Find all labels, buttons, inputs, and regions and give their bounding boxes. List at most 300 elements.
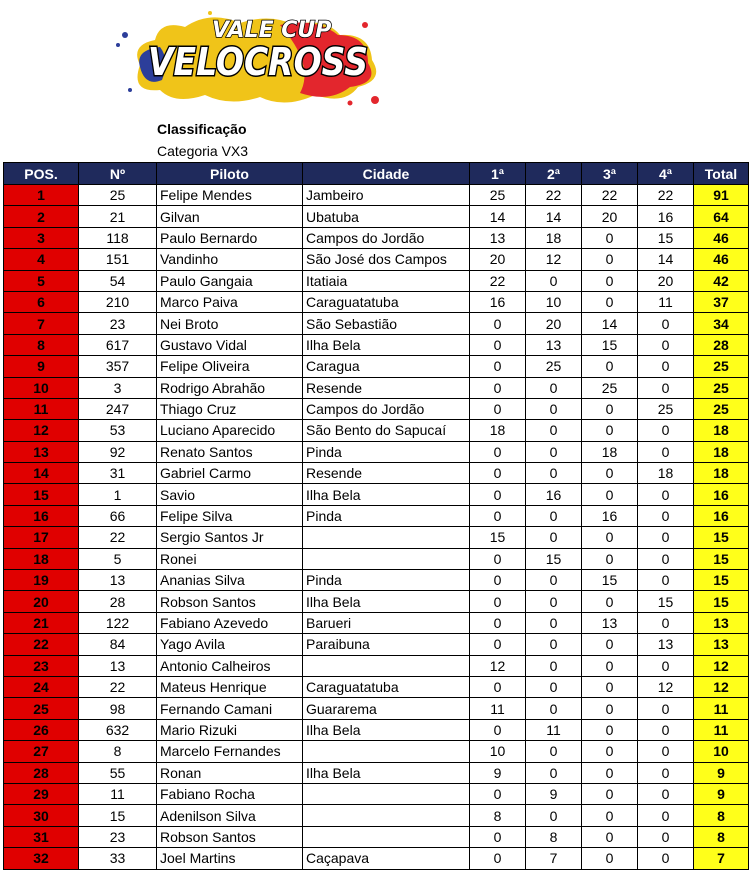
total-cell: 13 [694, 612, 749, 633]
position-cell: 21 [4, 612, 79, 633]
table-row [4, 334, 749, 355]
city-cell [303, 783, 470, 804]
classification-title: Classificação [157, 121, 247, 137]
total-cell: 15 [694, 570, 749, 591]
position-cell: 10 [4, 377, 79, 398]
round3-cell: 0 [582, 398, 638, 419]
category-label: Categoria VX3 [157, 143, 249, 159]
number-cell: 92 [79, 441, 157, 462]
table-body [4, 185, 749, 870]
round3-cell: 15 [582, 570, 638, 591]
round4-cell: 0 [638, 570, 694, 591]
number-cell: 54 [79, 270, 157, 291]
round2-cell: 15 [526, 548, 582, 569]
position-cell: 26 [4, 719, 79, 740]
round3-cell: 0 [582, 783, 638, 804]
table-row [4, 206, 749, 227]
round2-cell: 0 [526, 634, 582, 655]
city-cell: Pinda [303, 570, 470, 591]
round3-cell: 0 [582, 463, 638, 484]
number-cell: 15 [79, 805, 157, 826]
total-cell: 18 [694, 441, 749, 462]
round2-cell: 0 [526, 270, 582, 291]
city-cell: Ubatuba [303, 206, 470, 227]
round1-cell: 0 [470, 505, 526, 526]
round3-cell: 0 [582, 527, 638, 548]
position-cell: 11 [4, 398, 79, 419]
city-cell [303, 527, 470, 548]
col-header-round2: 2ª [526, 163, 582, 185]
round2-cell: 11 [526, 719, 582, 740]
table-row [4, 291, 749, 312]
number-cell: 55 [79, 762, 157, 783]
number-cell: 84 [79, 634, 157, 655]
number-cell: 23 [79, 826, 157, 847]
round4-cell: 0 [638, 548, 694, 569]
round3-cell: 0 [582, 826, 638, 847]
round1-cell: 22 [470, 270, 526, 291]
round2-cell: 12 [526, 249, 582, 270]
pilot-cell: Luciano Aparecido [157, 420, 303, 441]
number-cell: 247 [79, 398, 157, 419]
total-cell: 18 [694, 420, 749, 441]
position-cell: 14 [4, 463, 79, 484]
city-cell: Resende [303, 463, 470, 484]
total-cell: 28 [694, 334, 749, 355]
round1-cell: 0 [470, 570, 526, 591]
table-row [4, 741, 749, 762]
round4-cell: 0 [638, 762, 694, 783]
number-cell: 122 [79, 612, 157, 633]
pilot-cell: Gabriel Carmo [157, 463, 303, 484]
round2-cell: 0 [526, 527, 582, 548]
total-cell: 9 [694, 762, 749, 783]
number-cell: 28 [79, 591, 157, 612]
round2-cell: 20 [526, 313, 582, 334]
round1-cell: 0 [470, 398, 526, 419]
city-cell: Ilha Bela [303, 334, 470, 355]
table-row [4, 185, 749, 206]
round4-cell: 15 [638, 591, 694, 612]
round1-cell: 8 [470, 805, 526, 826]
pilot-cell: Marco Paiva [157, 291, 303, 312]
round2-cell: 0 [526, 805, 582, 826]
round3-cell: 0 [582, 548, 638, 569]
round2-cell: 0 [526, 398, 582, 419]
round3-cell: 22 [582, 185, 638, 206]
round3-cell: 20 [582, 206, 638, 227]
city-cell: Guararema [303, 698, 470, 719]
position-cell: 8 [4, 334, 79, 355]
round4-cell: 0 [638, 826, 694, 847]
table-row [4, 655, 749, 676]
table-row [4, 805, 749, 826]
city-cell: São José dos Campos [303, 249, 470, 270]
position-cell: 28 [4, 762, 79, 783]
city-cell: São Sebastião [303, 313, 470, 334]
number-cell: 11 [79, 783, 157, 804]
city-cell: São Bento do Sapucaí [303, 420, 470, 441]
round1-cell: 0 [470, 783, 526, 804]
round1-cell: 0 [470, 612, 526, 633]
position-cell: 3 [4, 227, 79, 248]
round3-cell: 0 [582, 591, 638, 612]
number-cell: 23 [79, 313, 157, 334]
round1-cell: 0 [470, 548, 526, 569]
position-cell: 29 [4, 783, 79, 804]
pilot-cell: Felipe Silva [157, 505, 303, 526]
round1-cell: 0 [470, 826, 526, 847]
pilot-cell: Adenilson Silva [157, 805, 303, 826]
round2-cell: 22 [526, 185, 582, 206]
pilot-cell: Mateus Henrique [157, 676, 303, 697]
table-row [4, 227, 749, 248]
pilot-cell: Joel Martins [157, 848, 303, 869]
number-cell: 98 [79, 698, 157, 719]
pilot-cell: Gilvan [157, 206, 303, 227]
city-cell: Jambeiro [303, 185, 470, 206]
total-cell: 25 [694, 356, 749, 377]
round2-cell: 0 [526, 612, 582, 633]
city-cell: Pinda [303, 505, 470, 526]
table-row [4, 463, 749, 484]
pilot-cell: Felipe Oliveira [157, 356, 303, 377]
city-cell: Caraguatatuba [303, 676, 470, 697]
total-cell: 13 [694, 634, 749, 655]
pilot-cell: Robson Santos [157, 826, 303, 847]
round2-cell: 0 [526, 676, 582, 697]
round2-cell: 0 [526, 570, 582, 591]
table-row [4, 783, 749, 804]
round4-cell: 25 [638, 398, 694, 419]
round4-cell: 0 [638, 719, 694, 740]
table-row [4, 527, 749, 548]
position-cell: 19 [4, 570, 79, 591]
pilot-cell: Gustavo Vidal [157, 334, 303, 355]
round1-cell: 13 [470, 227, 526, 248]
pilot-cell: Fernando Camani [157, 698, 303, 719]
round4-cell: 0 [638, 612, 694, 633]
pilot-cell: Yago Avila [157, 634, 303, 655]
round4-cell: 0 [638, 420, 694, 441]
total-cell: 8 [694, 805, 749, 826]
round1-cell: 12 [470, 655, 526, 676]
round4-cell: 14 [638, 249, 694, 270]
round1-cell: 16 [470, 291, 526, 312]
pilot-cell: Nei Broto [157, 313, 303, 334]
round4-cell: 0 [638, 313, 694, 334]
city-cell: Pinda [303, 441, 470, 462]
col-header-city: Cidade [303, 163, 470, 185]
position-cell: 20 [4, 591, 79, 612]
round3-cell: 25 [582, 377, 638, 398]
round4-cell: 0 [638, 655, 694, 676]
total-cell: 15 [694, 527, 749, 548]
pilot-cell: Fabiano Azevedo [157, 612, 303, 633]
round3-cell: 0 [582, 676, 638, 697]
round1-cell: 0 [470, 463, 526, 484]
round2-cell: 0 [526, 463, 582, 484]
round1-cell: 25 [470, 185, 526, 206]
round1-cell: 0 [470, 313, 526, 334]
city-cell: Campos do Jordão [303, 227, 470, 248]
round4-cell: 0 [638, 377, 694, 398]
round1-cell: 20 [470, 249, 526, 270]
position-cell: 18 [4, 548, 79, 569]
table-row [4, 634, 749, 655]
round2-cell: 0 [526, 591, 582, 612]
table-row [4, 676, 749, 697]
round1-cell: 18 [470, 420, 526, 441]
city-cell [303, 826, 470, 847]
round2-cell: 0 [526, 655, 582, 676]
position-cell: 32 [4, 848, 79, 869]
table-header-row [4, 163, 749, 185]
round4-cell: 18 [638, 463, 694, 484]
table-row [4, 505, 749, 526]
city-cell: Ilha Bela [303, 719, 470, 740]
city-cell: Caçapava [303, 848, 470, 869]
table-row [4, 698, 749, 719]
col-header-round1: 1ª [470, 163, 526, 185]
position-cell: 1 [4, 185, 79, 206]
round1-cell: 0 [470, 591, 526, 612]
col-header-number: Nº [79, 163, 157, 185]
round2-cell: 14 [526, 206, 582, 227]
round1-cell: 0 [470, 334, 526, 355]
round2-cell: 0 [526, 505, 582, 526]
round2-cell: 0 [526, 441, 582, 462]
number-cell: 8 [79, 741, 157, 762]
pilot-cell: Marcelo Fernandes [157, 741, 303, 762]
round4-cell: 0 [638, 527, 694, 548]
number-cell: 5 [79, 548, 157, 569]
total-cell: 16 [694, 484, 749, 505]
total-cell: 34 [694, 313, 749, 334]
number-cell: 210 [79, 291, 157, 312]
round4-cell: 22 [638, 185, 694, 206]
total-cell: 46 [694, 227, 749, 248]
number-cell: 13 [79, 570, 157, 591]
city-cell: Ilha Bela [303, 762, 470, 783]
total-cell: 11 [694, 698, 749, 719]
total-cell: 42 [694, 270, 749, 291]
pilot-cell: Renato Santos [157, 441, 303, 462]
total-cell: 12 [694, 655, 749, 676]
position-cell: 6 [4, 291, 79, 312]
table-row [4, 420, 749, 441]
position-cell: 25 [4, 698, 79, 719]
logo-line2: VELOCROSS [148, 40, 368, 84]
number-cell: 1 [79, 484, 157, 505]
position-cell: 9 [4, 356, 79, 377]
city-cell: Campos do Jordão [303, 398, 470, 419]
total-cell: 10 [694, 741, 749, 762]
round4-cell: 0 [638, 356, 694, 377]
city-cell: Ilha Bela [303, 591, 470, 612]
round4-cell: 0 [638, 783, 694, 804]
round2-cell: 13 [526, 334, 582, 355]
position-cell: 27 [4, 741, 79, 762]
round2-cell: 0 [526, 698, 582, 719]
pilot-cell: Robson Santos [157, 591, 303, 612]
number-cell: 151 [79, 249, 157, 270]
number-cell: 25 [79, 185, 157, 206]
position-cell: 4 [4, 249, 79, 270]
logo-line1: VALE CUP [212, 18, 332, 43]
round1-cell: 0 [470, 356, 526, 377]
round3-cell: 0 [582, 227, 638, 248]
round2-cell: 0 [526, 762, 582, 783]
pilot-cell: Paulo Bernardo [157, 227, 303, 248]
table-row [4, 612, 749, 633]
round3-cell: 14 [582, 313, 638, 334]
total-cell: 11 [694, 719, 749, 740]
round1-cell: 0 [470, 634, 526, 655]
round1-cell: 14 [470, 206, 526, 227]
pilot-cell: Savio [157, 484, 303, 505]
city-cell: Ilha Bela [303, 484, 470, 505]
city-cell: Barueri [303, 612, 470, 633]
number-cell: 53 [79, 420, 157, 441]
round4-cell: 0 [638, 484, 694, 505]
round2-cell: 8 [526, 826, 582, 847]
round2-cell: 0 [526, 377, 582, 398]
round4-cell: 0 [638, 848, 694, 869]
table-row [4, 548, 749, 569]
pilot-cell: Ronei [157, 548, 303, 569]
city-cell [303, 741, 470, 762]
round4-cell: 0 [638, 334, 694, 355]
city-cell: Caraguatatuba [303, 291, 470, 312]
round1-cell: 0 [470, 377, 526, 398]
round4-cell: 0 [638, 441, 694, 462]
col-header-round3: 3ª [582, 163, 638, 185]
pilot-cell: Vandinho [157, 249, 303, 270]
vale-cup-velocross-logo [100, 5, 385, 110]
round3-cell: 0 [582, 356, 638, 377]
round3-cell: 0 [582, 741, 638, 762]
results-table [3, 162, 749, 870]
city-cell [303, 805, 470, 826]
round3-cell: 0 [582, 291, 638, 312]
total-cell: 8 [694, 826, 749, 847]
total-cell: 15 [694, 591, 749, 612]
round3-cell: 0 [582, 719, 638, 740]
round1-cell: 9 [470, 762, 526, 783]
round4-cell: 16 [638, 206, 694, 227]
total-cell: 16 [694, 505, 749, 526]
number-cell: 357 [79, 356, 157, 377]
round1-cell: 0 [470, 676, 526, 697]
position-cell: 31 [4, 826, 79, 847]
pilot-cell: Antonio Calheiros [157, 655, 303, 676]
round1-cell: 0 [470, 441, 526, 462]
total-cell: 25 [694, 377, 749, 398]
position-cell: 17 [4, 527, 79, 548]
total-cell: 91 [694, 185, 749, 206]
round2-cell: 9 [526, 783, 582, 804]
pilot-cell: Felipe Mendes [157, 185, 303, 206]
number-cell: 31 [79, 463, 157, 484]
number-cell: 118 [79, 227, 157, 248]
round1-cell: 0 [470, 484, 526, 505]
round2-cell: 16 [526, 484, 582, 505]
number-cell: 617 [79, 334, 157, 355]
table-row [4, 484, 749, 505]
round4-cell: 20 [638, 270, 694, 291]
position-cell: 23 [4, 655, 79, 676]
total-cell: 9 [694, 783, 749, 804]
table-row [4, 762, 749, 783]
city-cell: Paraibuna [303, 634, 470, 655]
pilot-cell: Thiago Cruz [157, 398, 303, 419]
round4-cell: 15 [638, 227, 694, 248]
pilot-cell: Ronan [157, 762, 303, 783]
table-row [4, 249, 749, 270]
table-row [4, 848, 749, 869]
position-cell: 22 [4, 634, 79, 655]
number-cell: 66 [79, 505, 157, 526]
round3-cell: 0 [582, 848, 638, 869]
table-row [4, 398, 749, 419]
round3-cell: 0 [582, 484, 638, 505]
position-cell: 15 [4, 484, 79, 505]
round3-cell: 13 [582, 612, 638, 633]
round1-cell: 0 [470, 848, 526, 869]
number-cell: 3 [79, 377, 157, 398]
table-row [4, 441, 749, 462]
round3-cell: 15 [582, 334, 638, 355]
col-header-pos: POS. [4, 163, 79, 185]
city-cell [303, 655, 470, 676]
table-row [4, 313, 749, 334]
round3-cell: 0 [582, 698, 638, 719]
number-cell: 22 [79, 527, 157, 548]
round4-cell: 0 [638, 741, 694, 762]
table-row [4, 719, 749, 740]
city-cell: Caragua [303, 356, 470, 377]
col-header-round4: 4ª [638, 163, 694, 185]
position-cell: 2 [4, 206, 79, 227]
round3-cell: 0 [582, 805, 638, 826]
round4-cell: 0 [638, 505, 694, 526]
round2-cell: 7 [526, 848, 582, 869]
table-row [4, 270, 749, 291]
col-header-pilot: Piloto [157, 163, 303, 185]
pilot-cell: Mario Rizuki [157, 719, 303, 740]
round4-cell: 11 [638, 291, 694, 312]
position-cell: 30 [4, 805, 79, 826]
round2-cell: 18 [526, 227, 582, 248]
number-cell: 22 [79, 676, 157, 697]
city-cell [303, 548, 470, 569]
position-cell: 24 [4, 676, 79, 697]
round1-cell: 11 [470, 698, 526, 719]
total-cell: 46 [694, 249, 749, 270]
position-cell: 13 [4, 441, 79, 462]
total-cell: 7 [694, 848, 749, 869]
round4-cell: 13 [638, 634, 694, 655]
round2-cell: 10 [526, 291, 582, 312]
table-row [4, 356, 749, 377]
round1-cell: 0 [470, 719, 526, 740]
total-cell: 64 [694, 206, 749, 227]
round3-cell: 0 [582, 249, 638, 270]
pilot-cell: Sergio Santos Jr [157, 527, 303, 548]
round1-cell: 10 [470, 741, 526, 762]
number-cell: 33 [79, 848, 157, 869]
